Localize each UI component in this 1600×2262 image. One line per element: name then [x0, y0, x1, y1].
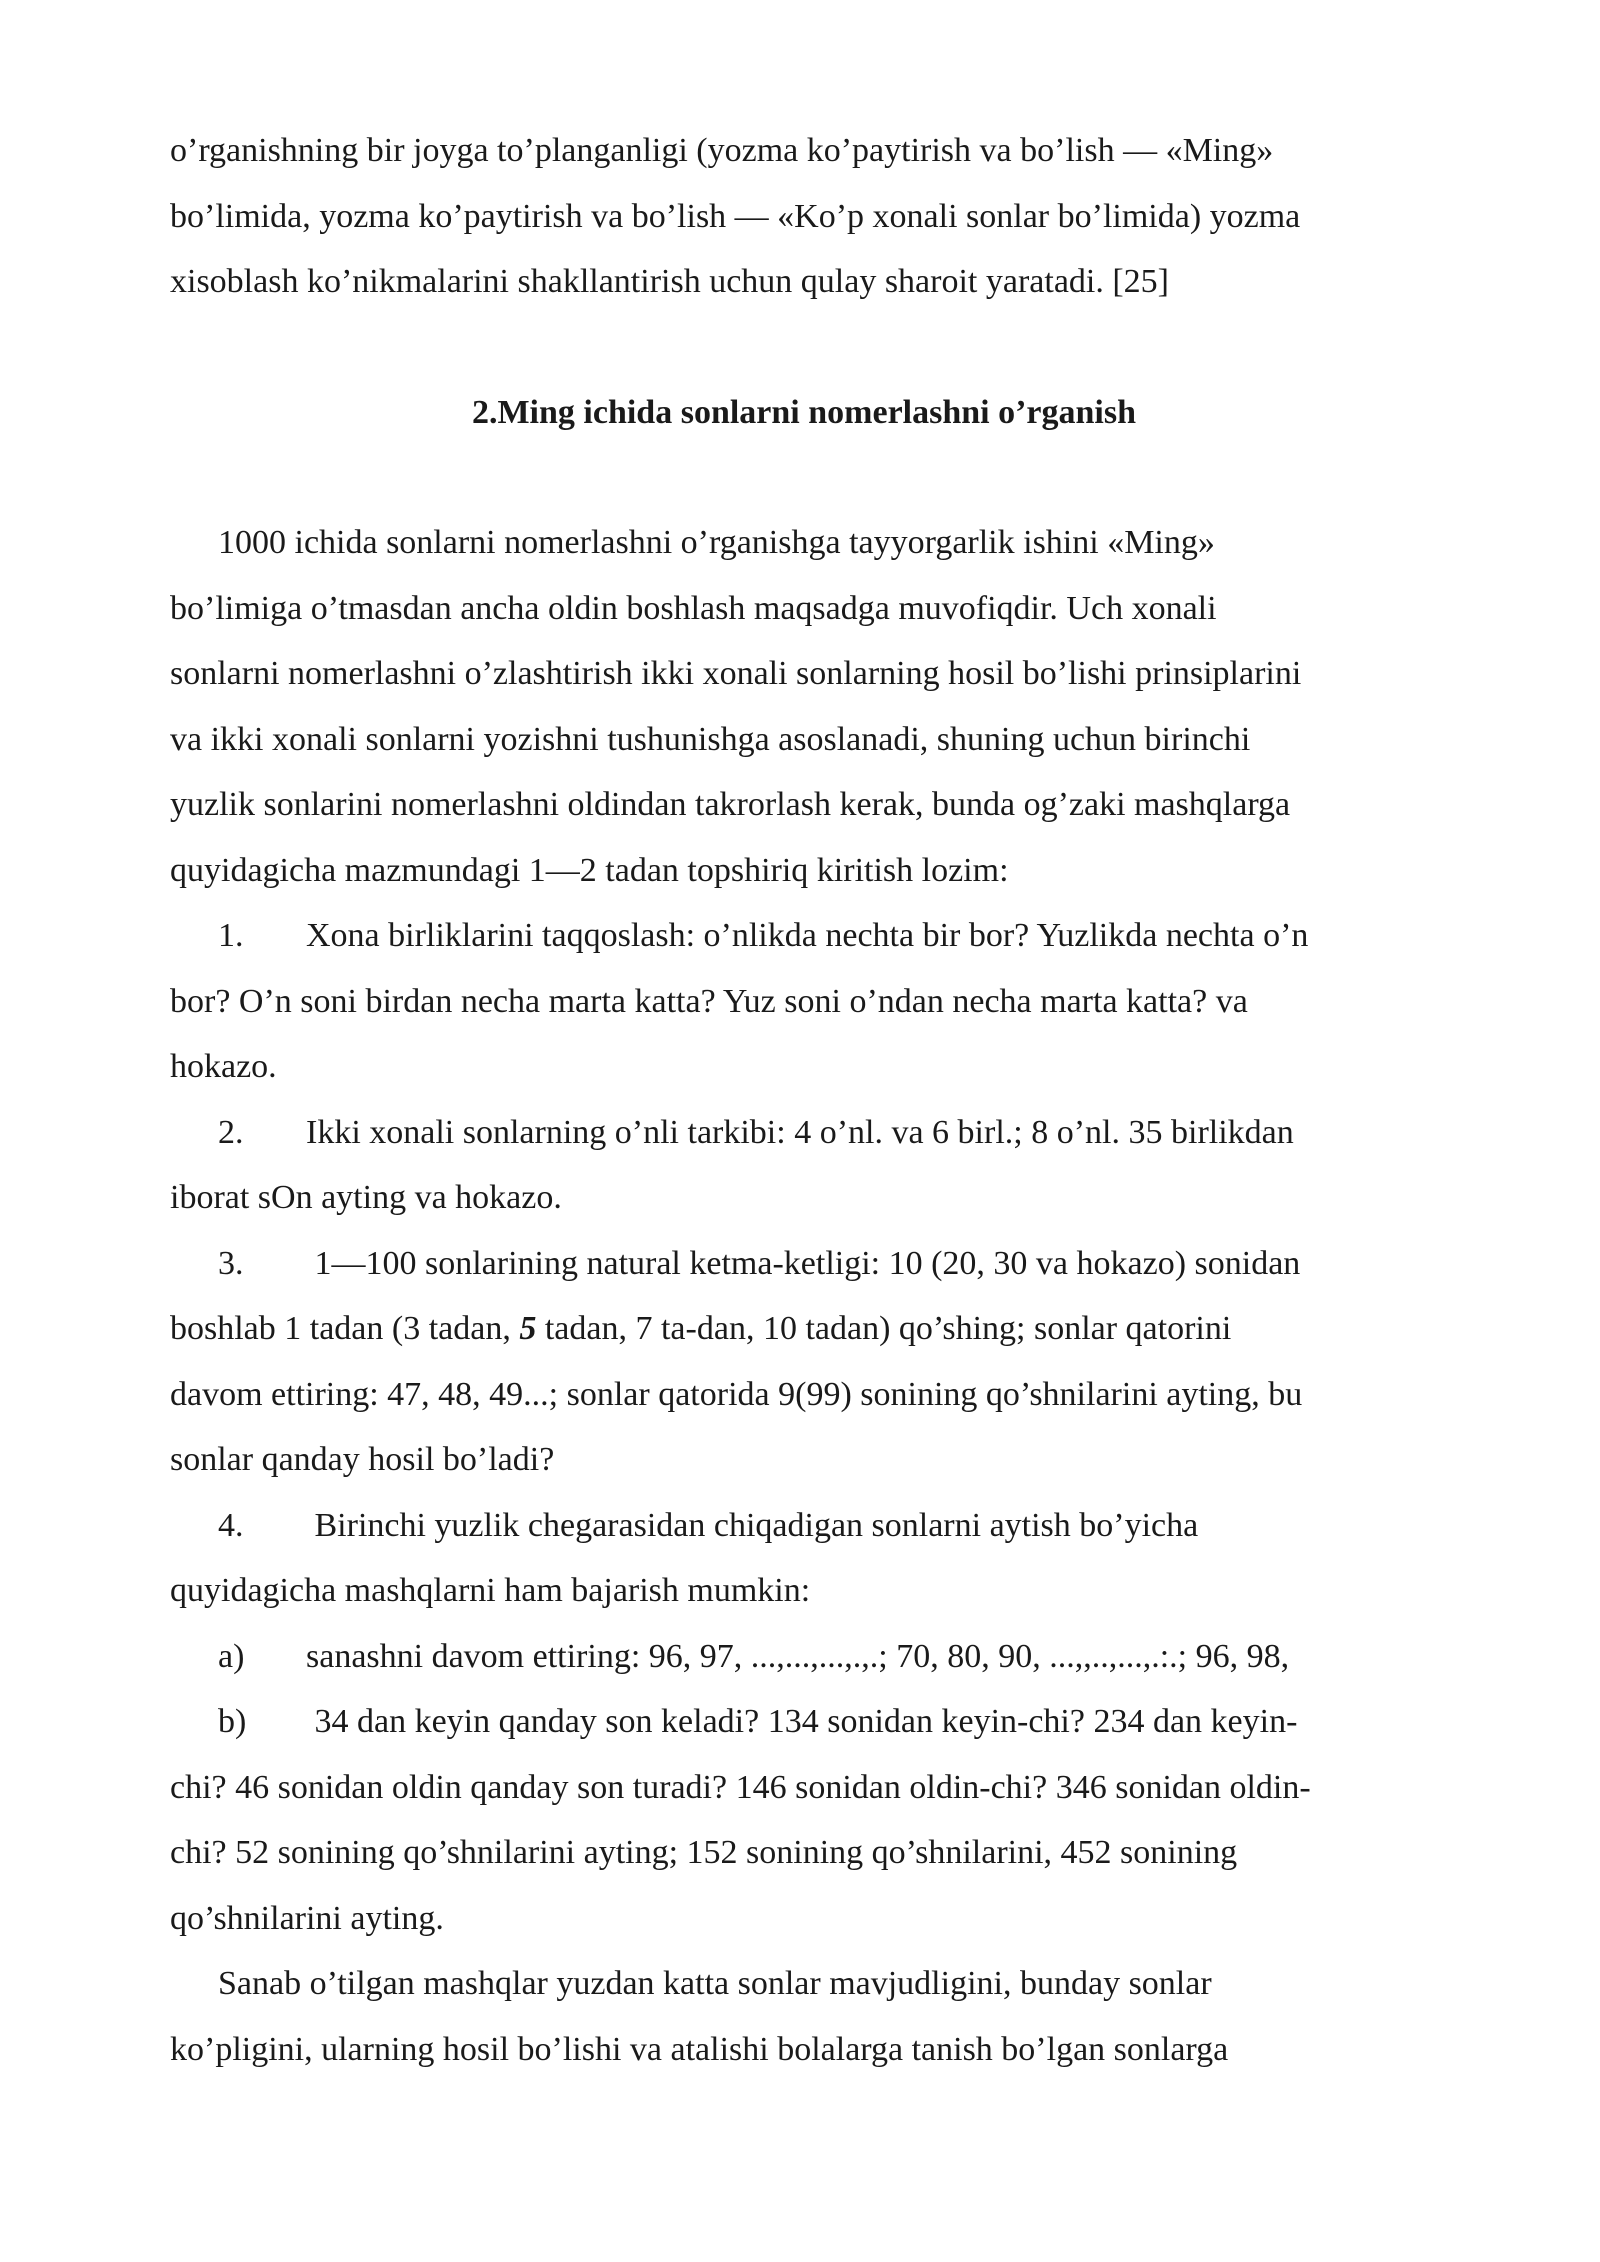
text-line: bo’limiga o’tmasdan ancha oldin boshlash maqsadga muvofiqdir. Uch xonali — [170, 589, 1217, 627]
text-line: sanashni davom ettiring: 96, 97, ...,...,...,.,.; 70, 80, 90, ...,,..,...,.:.; 96, 98, — [306, 1637, 1290, 1675]
list-number: 1. — [218, 917, 244, 954]
text-line: Ikki xonali sonlarning o’nli tarkibi: 4 o’nl. va 6 birl.; 8 o’nl. 35 birlikdan — [306, 1113, 1294, 1151]
text-line: Birinchi yuzlik chegarasidan chiqadigan sonlarni aytish bo’yicha — [306, 1506, 1199, 1544]
intro-paragraph — [170, 118, 1438, 315]
sub-item-a — [170, 1624, 1438, 1690]
list-number: 4. — [218, 1506, 244, 1544]
text-line: va ikki xonali sonlarni yozishni tushunishga asoslanadi, shuning uchun birinchi — [170, 720, 1251, 758]
list-item-3 — [170, 1231, 1438, 1493]
text-line: xisoblash ko’nikmalarini shakllantirish uchun qulay sharoit yaratadi. [25] — [170, 263, 1169, 300]
list-number: 2. — [218, 1113, 244, 1151]
list-item-2 — [170, 1100, 1438, 1231]
text-line: Sanab o’tilgan mashqlar yuzdan katta sonlar mavjudligini, bunday sonlar — [218, 1965, 1212, 2002]
text-line: qo’shnilarini ayting. — [170, 1899, 444, 1937]
text-line: davom ettiring: 47, 48, 49...; sonlar qatorida 9(99) sonining qo’shnilarini ayting, bu — [170, 1375, 1303, 1413]
text-line: bo’limida, yozma ko’paytirish va bo’lish — «Ko’p xonali sonlar bo’limida) yozma — [170, 197, 1301, 235]
text-line: ko’pligini, ularning hosil bo’lishi va atalishi bolalarga tanish bo’lgan sonlarga — [170, 2030, 1229, 2068]
list-item-1 — [170, 903, 1438, 1100]
text-line: 34 dan keyin qanday son keladi? 134 sonidan keyin-chi? 234 dan keyin- — [306, 1703, 1298, 1740]
list-number: 3. — [218, 1244, 244, 1282]
text-line: chi? 52 sonining qo’shnilarini ayting; 152 sonining qo’shnilarini, 452 sonining — [170, 1834, 1238, 1871]
paragraph-1 — [170, 510, 1438, 903]
text-line: sonlar qanday hosil bo’ladi? — [170, 1441, 555, 1478]
text-segment: boshlab 1 tadan (3 tadan, — [170, 1310, 520, 1347]
text-line: quyidagicha mashqlarni ham bajarish mumkin: — [170, 1572, 811, 1609]
paragraph-2 — [170, 1951, 1438, 2082]
text-line: quyidagicha mazmundagi 1—2 tadan topshiriq kiritish lozim: — [170, 851, 1009, 889]
text-line: chi? 46 sonidan oldin qanday son turadi? 146 sonidan oldin-chi? 346 sonidan oldin- — [170, 1768, 1311, 1806]
text-line: o’rganishning bir joyga to’planganligi (yozma ko’paytirish va bo’lish — «Ming» — [170, 132, 1274, 169]
text-line: sonlarni nomerlashni o’zlashtirish ikki xonali sonlarning hosil bo’lishi prinsiplarini — [170, 655, 1302, 692]
section-heading: 2.Ming ichida sonlarni nomerlashni o’rganish — [471, 393, 1137, 431]
list-item-4 — [170, 1493, 1438, 1624]
text-line: yuzlik sonlarini nomerlashni oldindan takrorlash kerak, bunda og’zaki mashqlarga — [170, 786, 1291, 823]
list-letter: a) — [218, 1637, 245, 1675]
text-line: 1—100 sonlarining natural ketma-ketligi: 10 (20, 30 va hokazo) sonidan — [306, 1244, 1301, 1282]
list-letter: b) — [218, 1703, 247, 1740]
text-segment: tadan, 7 ta-dan, 10 tadan) qo’shing; sonlar qatorini — [536, 1310, 1232, 1347]
text-line: bor? O’n soni birdan necha marta katta? Yuz soni o’ndan necha marta katta? va — [170, 982, 1248, 1020]
document-page — [170, 118, 1438, 2082]
text-line: Xona birliklarini taqqoslash: o’nlikda nechta bir bor? Yuzlikda nechta o’n — [306, 917, 1309, 954]
emphasis-number: 5 — [519, 1310, 537, 1347]
sub-item-b — [170, 1689, 1438, 1951]
text-line: 1000 ichida sonlarni nomerlashni o’rganishga tayyorgarlik ishini «Ming» — [218, 524, 1215, 561]
text-line: hokazo. — [170, 1048, 277, 1085]
text-line: iborat sOn ayting va hokazo. — [170, 1179, 562, 1216]
